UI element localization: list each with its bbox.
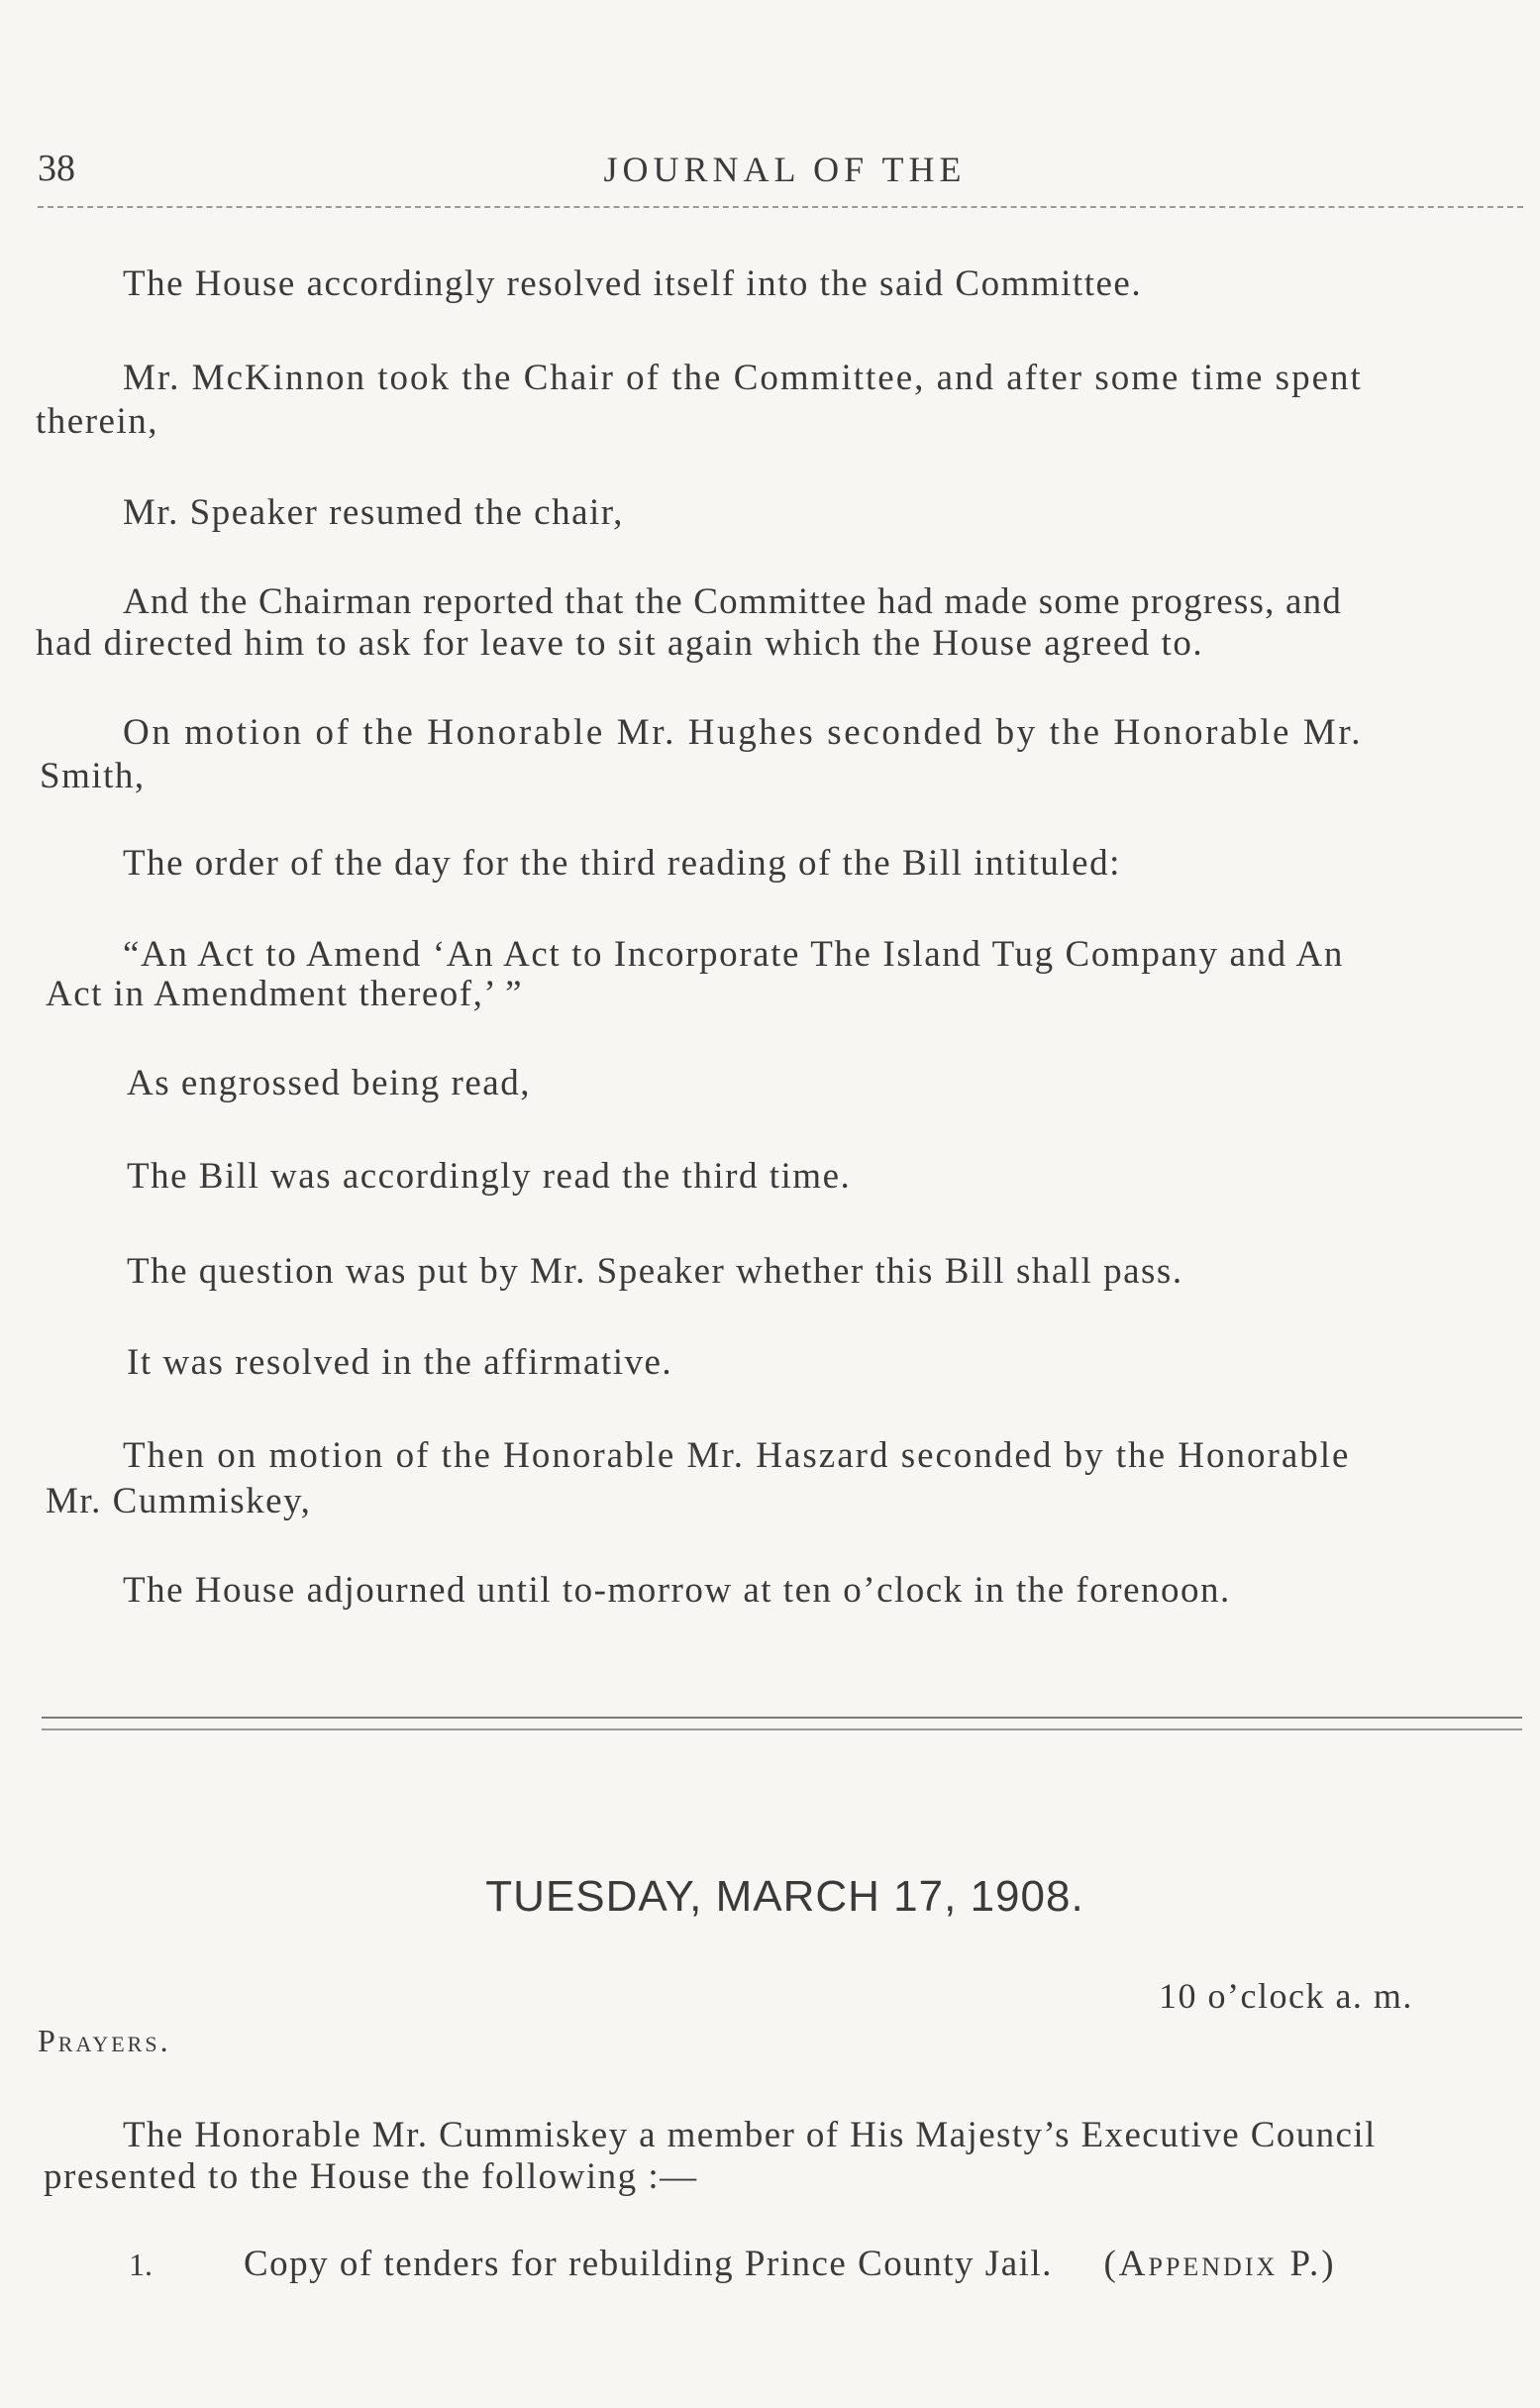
paragraph-4-line-1: And the Chairman reported that the Committee had made some progress, and [123, 581, 1343, 622]
paragraph-3: Mr. Speaker resumed the chair, [123, 492, 624, 533]
paragraph-2-line-2: therein, [36, 401, 158, 442]
paragraph-7-line-2: Act in Amendment thereof,’ ” [46, 974, 524, 1014]
presentation-line-2: presented to the House the following :— [44, 2156, 698, 2197]
header-rule [38, 206, 1523, 208]
running-head-title: JOURNAL OF THE [603, 150, 967, 189]
paragraph-7-line-1: “An Act to Amend ‘An Act to Incorporate The Island Tug Company and An [123, 934, 1344, 975]
paragraph-1: The House accordingly resolved itself into the said Committee. [123, 263, 1143, 304]
appendix-reference: (Appendix P.) [1103, 2244, 1337, 2284]
item-number: 1. [129, 2247, 153, 2282]
paragraph-12-line-1: Then on motion of the Honorable Mr. Haszard seconded by the Honorable [123, 1435, 1351, 1476]
paragraph-8: As engrossed being read, [127, 1063, 531, 1103]
date-heading: TUESDAY, MARCH 17, 1908. [485, 1872, 1084, 1921]
section-divider-bottom [42, 1728, 1522, 1730]
page-number: 38 [38, 148, 75, 189]
presentation-line-1: The Honorable Mr. Cummiskey a member of His Majesty’s Executive Council [123, 2115, 1377, 2155]
paragraph-2-line-1: Mr. McKinnon took the Chair of the Committee, and after some time spent [123, 358, 1363, 398]
paragraph-5-line-2: Smith, [40, 756, 146, 796]
prayers-label: Prayers. [38, 2023, 171, 2058]
paragraph-11: It was resolved in the affirmative. [127, 1342, 673, 1383]
paragraph-5-line-1: On motion of the Honorable Mr. Hughes seconded by the Honorable Mr. [123, 712, 1364, 753]
paragraph-12-line-2: Mr. Cummiskey, [46, 1481, 312, 1521]
paragraph-4-line-2: had directed him to ask for leave to sit again which the House agreed to. [36, 623, 1204, 664]
list-item [244, 2243, 1337, 2285]
item-description: Copy of tenders for rebuilding Prince County Jail. [244, 2244, 1053, 2284]
paragraph-6: The order of the day for the third reading of the Bill intituled: [123, 843, 1121, 884]
paragraph-9: The Bill was accordingly read the third time. [127, 1156, 852, 1197]
sitting-time: 10 o’clock a. m. [1159, 1976, 1413, 2016]
paragraph-10: The question was put by Mr. Speaker whether this Bill shall pass. [127, 1251, 1183, 1292]
paragraph-13: The House adjourned until to-morrow at ten o’clock in the forenoon. [123, 1570, 1231, 1611]
section-divider-top [42, 1717, 1522, 1719]
